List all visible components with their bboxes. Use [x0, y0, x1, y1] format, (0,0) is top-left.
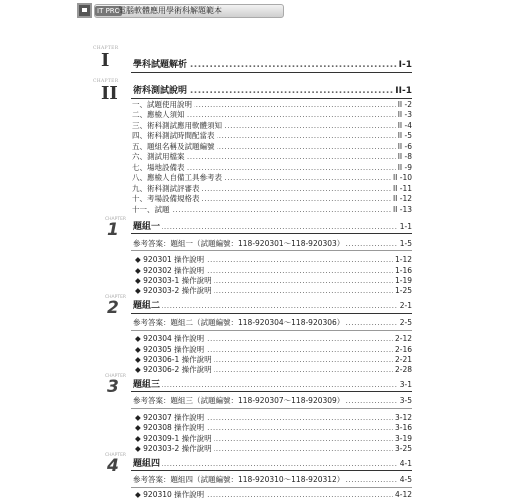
dot-leader	[135, 222, 410, 232]
toc-entry-page: 1-16	[394, 266, 412, 275]
toc-entry-label: ◆ 920306-1 操作說明	[135, 355, 212, 364]
chapter-caption: CHAPTER	[105, 453, 127, 458]
toc-entry-label: 六、測試用檔案	[132, 152, 185, 161]
toc-entry-label: 參考答案：題組一（試題編號：118-920301～118-920303）	[133, 239, 345, 248]
header-badge: IT PRO	[97, 7, 121, 15]
dot-leader	[135, 380, 410, 390]
toc-entry-page: 3-5	[399, 396, 412, 405]
chapter-number: 2	[107, 298, 119, 318]
toc-entry-page: 2-28	[394, 365, 412, 374]
chapter-caption: CHAPTER	[105, 374, 127, 379]
toc-entry-label: 題組一	[133, 222, 161, 232]
chapter-caption: CHAPTER	[93, 79, 119, 84]
chapter-marker-4	[95, 453, 135, 479]
toc-entry-label: 十、考場設備規格表	[132, 194, 200, 203]
chapter-number: II	[101, 83, 118, 104]
toc-entry-label: ◆ 920306-2 操作說明	[135, 365, 212, 374]
chapter-caption: CHAPTER	[93, 46, 119, 51]
computer-icon	[77, 3, 92, 18]
toc-entry-label: 參考答案：題組三（試題編號：118-920307～118-920309）	[133, 396, 345, 405]
section-rule	[131, 408, 412, 409]
chapter-number: I	[101, 50, 110, 71]
toc-entry-page: 2-16	[394, 345, 412, 354]
toc-entry-label: 術科測試說明	[133, 86, 188, 96]
toc-entry-label: ◆ 920303-1 操作說明	[135, 276, 212, 285]
toc-entry-page: 3-16	[394, 423, 412, 432]
chapter-marker-II	[93, 79, 133, 107]
toc-entry-label: 學科試題解析	[133, 60, 188, 70]
chapter-marker-3	[95, 374, 135, 400]
section-rule	[131, 72, 412, 73]
toc-entry-page: 3-12	[394, 413, 412, 422]
section-rule	[131, 330, 412, 331]
toc-entry-label: 一、試題使用說明	[132, 100, 192, 109]
toc-entry-label: 四、術科測試時間配當表	[132, 131, 215, 140]
toc-entry-page: 1-19	[394, 276, 412, 285]
toc-entry-page: II-1	[395, 86, 412, 96]
toc-entry-label: 八、應檢人自備工具參考表	[132, 173, 222, 182]
toc-entry-page: 4-5	[399, 475, 412, 484]
page-header	[0, 0, 520, 24]
toc-entry-label: 參考答案：題組二（試題編號：118-920304～118-920306）	[133, 318, 345, 327]
toc-entry-label: 題組二	[133, 301, 161, 311]
toc-entry-page: 2-21	[394, 355, 412, 364]
chapter-caption: CHAPTER	[105, 217, 127, 222]
toc-entry-page: II -3	[397, 110, 412, 119]
toc-entry-label: ◆ 920303-2 操作說明	[135, 444, 212, 453]
toc-entry-label: ◆ 920309-1 操作說明	[135, 434, 212, 443]
chapter-number: 3	[107, 377, 119, 397]
chapter-marker-2	[95, 295, 135, 321]
toc-entry-page: II -6	[397, 142, 412, 151]
toc-entry-page: 3-25	[394, 444, 412, 453]
toc-entry-page: II -12	[392, 194, 412, 203]
chapter-marker-I	[93, 46, 133, 74]
toc-entry-label: 題組四	[133, 459, 161, 469]
toc-entry-page: II -9	[397, 163, 412, 172]
toc-entry-page: 3-19	[394, 434, 412, 443]
section-rule	[131, 233, 412, 234]
toc-entry-page: 3-1	[399, 380, 412, 389]
toc-entry-page: 4-1	[399, 459, 412, 468]
toc-entry-page: I-1	[398, 60, 412, 70]
chapter-number: 1	[107, 220, 119, 240]
toc-entry-label: ◆ 920310 操作說明	[135, 490, 205, 499]
toc-entry-label: ◆ 920304 操作說明	[135, 334, 205, 343]
toc-entry-label: ◆ 920307 操作說明	[135, 413, 205, 422]
toc-entry-label: ◆ 920301 操作說明	[135, 255, 205, 264]
toc-entry-page: II -8	[397, 152, 412, 161]
section-rule	[131, 470, 412, 471]
toc-entry-page: 1-25	[394, 286, 412, 295]
dot-leader	[135, 459, 410, 469]
toc-entry-page: 2-1	[399, 301, 412, 310]
chapter-marker-1	[95, 217, 135, 243]
toc-entry-label: 題組三	[133, 380, 161, 390]
section-rule	[131, 98, 412, 99]
toc-entry-page: II -10	[392, 173, 412, 182]
toc-entry-label: ◆ 920308 操作說明	[135, 423, 205, 432]
dot-leader	[135, 301, 410, 311]
toc-entry-page: 1-5	[399, 239, 412, 248]
section-rule	[131, 313, 412, 314]
chapter-caption: CHAPTER	[105, 295, 127, 300]
toc-entry-label: 九、術科測試評審表	[132, 184, 200, 193]
toc-entry-page: II -4	[397, 121, 412, 130]
toc-entry-page: II -13	[392, 205, 412, 214]
toc-entry-label: 五、題組名稱及試題編號	[132, 142, 215, 151]
toc-entry-page: II -5	[397, 131, 412, 140]
toc-entry-label: ◆ 920303-2 操作說明	[135, 286, 212, 295]
toc-entry-label: 七、場地設備表	[132, 163, 185, 172]
toc-entry-label: ◆ 920305 操作說明	[135, 345, 205, 354]
chapter-number: 4	[107, 456, 119, 476]
dot-leader	[135, 205, 410, 215]
toc-entry-label: ◆ 920302 操作說明	[135, 266, 205, 275]
toc-entry-label: 十一、試題	[132, 205, 170, 214]
section-rule	[131, 391, 412, 392]
toc-entry-page: II -11	[392, 184, 412, 193]
toc-entry-page: 1-12	[394, 255, 412, 264]
section-rule	[131, 487, 412, 488]
toc-entry-label: 參考答案：題組四（試題編號：118-920310～118-920312）	[133, 475, 345, 484]
toc-entry-page: 4-12	[394, 490, 412, 499]
toc-entry-page: II -2	[397, 100, 412, 109]
toc-entry-page: 2-12	[394, 334, 412, 343]
toc-entry-label: 三、術科測試應用軟體須知	[132, 121, 222, 130]
book-title: 電腦軟體應用學術科解題範本	[118, 6, 222, 15]
section-rule	[131, 250, 412, 251]
toc-entry-page: 2-5	[399, 318, 412, 327]
toc-entry-page: 1-1	[399, 222, 412, 231]
toc-entry-label: 二、應檢人須知	[132, 110, 185, 119]
